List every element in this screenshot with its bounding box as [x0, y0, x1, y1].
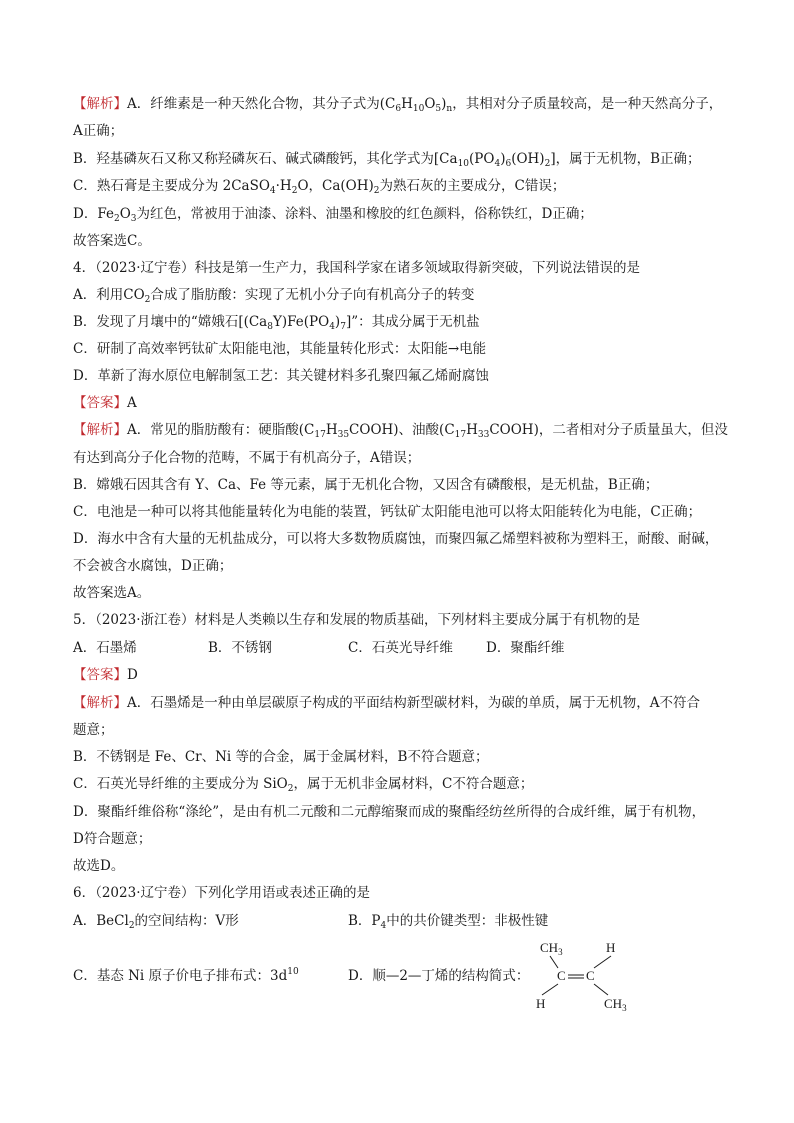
q4-option-c: C．研制了高效率钙钛矿太阳能电池，其能量转化形式：太阳能→电能 — [73, 341, 487, 357]
q5-analysis-b: B．不锈钢是 Fe、Cr、Ni 等的合金，属于金属材料，B不符合题意； — [73, 749, 489, 765]
q6-option-c: C．基态 Ni 原子价电子排布式：$3d^{10}$ — [73, 967, 299, 984]
bond-c2-h — [594, 956, 611, 968]
q3-conclusion: 故答案选C。 — [73, 233, 151, 249]
q3-analysis-a: 【解析】A．纤维素是一种天然化合物，其分子式为$(C_6H_{10}O_5)_n$，其相对分子质量较高，是一种天然高分子， — [73, 96, 723, 114]
q6-stem: 6．（2023·辽宁卷）下列化学用语或表述正确的是 — [73, 885, 370, 901]
q5-analysis-a: 【解析】A．石墨烯是一种由单层碳原子构成的平面结构新型碳材料，为碳的单质，属于无机物，A不符合 — [73, 695, 700, 711]
q3-analysis-c: C．熟石膏是主要成分为 $2CaSO_4\cdot H_2O$，$Ca(OH)_2$为熟石灰的主要成分，C错误； — [73, 178, 566, 196]
q4-option-d: D．革新了海水原位电解制氢工艺：其关键材料多孔聚四氟乙烯耐腐蚀 — [73, 368, 489, 384]
bond-c2-ch3 — [594, 984, 608, 995]
q4-option-a: A．利用$CO_2$合成了脂肪酸：实现了无机小分子向有机高分子的转变 — [73, 287, 475, 305]
q5-option-d: D．聚酯纤维 — [486, 640, 565, 656]
q4-analysis-c: C．电池是一种可以将其他能量转化为电能的装置，钙钛矿太阳能电池可以将太阳能转化为电能，C正确； — [73, 504, 702, 520]
q5-option-a: A．石墨烯 — [73, 640, 137, 656]
cis-2-butene-structure — [520, 935, 650, 1020]
struct-h-top: H — [606, 940, 616, 955]
bond-c1-h — [542, 984, 558, 995]
analysis-tag: 【解析】 — [73, 695, 127, 711]
q4-analysis-d-cont: 不会被含水腐蚀，D正确； — [73, 558, 233, 574]
q5-option-b: B．不锈钢 — [208, 640, 272, 656]
q4-answer: 【答案】A — [73, 395, 137, 411]
q5-analysis-d-cont: D符合题意； — [73, 831, 152, 847]
struct-c1: C — [557, 968, 566, 983]
q4-stem: 4．（2023·辽宁卷）科技是第一生产力，我国科学家在诸多领域取得新突破，下列说法错误的是 — [73, 260, 640, 276]
q4-conclusion: 故答案选A。 — [73, 585, 151, 601]
q5-stem: 5．（2023·浙江卷）材料是人类赖以生存和发展的物质基础，下列材料主要成分属于有机物的是 — [73, 612, 640, 628]
q4-analysis-d: D．海水中含有大量的无机盐成分，可以将大多数物质腐蚀，而聚四氟乙烯塑料被称为塑料王，耐酸、耐碱， — [73, 531, 719, 547]
q5-option-c: C．石英光导纤维 — [348, 640, 453, 656]
struct-c2: C — [586, 968, 595, 983]
q3-analysis-b: B．羟基磷灰石又称又称羟磷灰石、碱式磷酸钙，其化学式为$[Ca_{10}(PO_4)_6(OH)_2]$，属于无机物，B正确； — [73, 151, 701, 169]
q5-analysis-a-cont: 题意； — [73, 722, 114, 738]
struct-ch3-top: $CH_3$ — [540, 940, 563, 957]
analysis-tag: 【解析】 — [73, 422, 127, 438]
q5-answer: 【答案】D — [73, 667, 138, 683]
q6-option-b: B．$P_4$中的共价键类型：非极性键 — [348, 913, 549, 931]
struct-h-bottom: H — [536, 996, 546, 1011]
analysis-tag: 【解析】 — [73, 96, 127, 112]
q6-option-a: A．BeCl$_2$的空间结构：V形 — [73, 913, 239, 931]
q3-analysis-d: D．$Fe_2O_3$为红色，常被用于油漆、涂料、油墨和橡胶的红色颜料，俗称铁红，D正确； — [73, 206, 593, 224]
bond-c1-ch3 — [550, 956, 558, 968]
q4-option-b: B．发现了月壤中的“嫦娥石$[(Ca_8Y)Fe(PO_4)_7]$”：其成分属于无机盐 — [73, 314, 480, 332]
q4-analysis-b: B．嫦娥石因其含有 Y、Ca、Fe 等元素，属于无机化合物，又因含有磷酸根，是无机盐，B正确； — [73, 477, 659, 493]
q4-analysis-a: 【解析】A．常见的脂肪酸有：硬脂酸$(C_{17}H_{35}COOH)$、油酸$(C_{17}H_{33}COOH)$，二者相对分子质量虽大，但没 — [73, 422, 728, 440]
q6-option-d: D．顺—2—丁烯的结构简式： — [348, 968, 530, 984]
q5-analysis-d: D．聚酯纤维俗称“涤纶”，是由有机二元酸和二元醇缩聚而成的聚酯经纺丝所得的合成纤维，属于有机物， — [73, 804, 706, 820]
struct-ch3-bottom: $CH_3$ — [604, 996, 627, 1013]
answer-tag: 【答案】 — [73, 395, 127, 411]
q5-conclusion: 故选D。 — [73, 858, 125, 874]
q4-analysis-a-cont: 有达到高分子化合物的范畴，不属于有机高分子，A错误； — [73, 450, 421, 466]
q5-analysis-c: C．石英光导纤维的主要成分为 SiO$_2$，属于无机非金属材料，C不符合题意； — [73, 776, 534, 794]
answer-tag: 【答案】 — [73, 667, 127, 683]
q3-analysis-a-cont: A正确； — [73, 123, 124, 139]
